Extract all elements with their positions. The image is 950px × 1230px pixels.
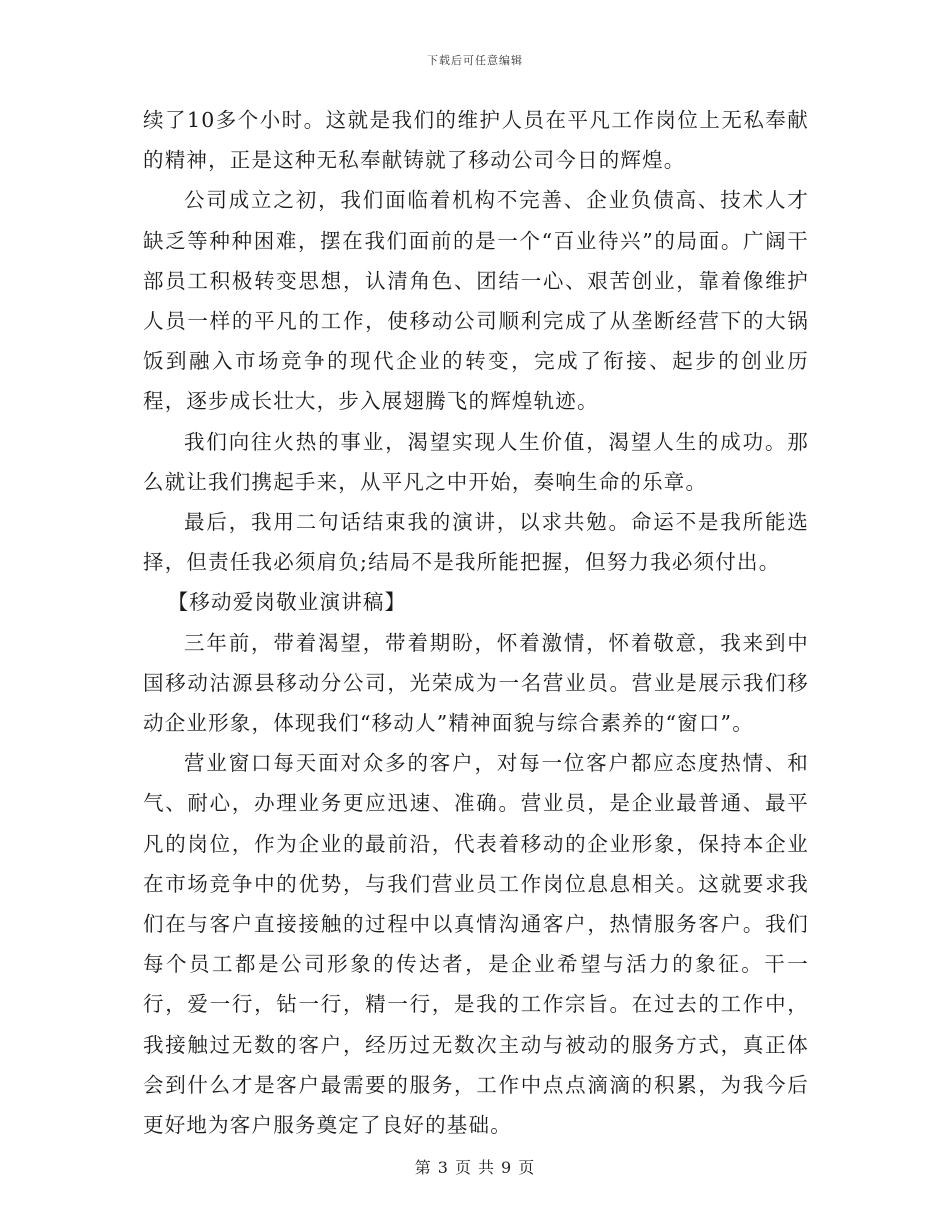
footer-page-word: 页 xyxy=(454,1158,472,1177)
footer-prefix: 第 xyxy=(414,1158,432,1177)
paragraph: 最后，我用二句话结束我的演讲，以求共勉。命运不是我所能选择，但责任我必须肩负;结局不是我所能把握，但努力我必须付出。 xyxy=(143,510,809,575)
document-body xyxy=(143,100,809,1145)
total-page-number: 9 xyxy=(501,1158,513,1177)
paragraph: 公司成立之初，我们面临着机构不完善、企业负债高、技术人才缺乏等种种困难，摆在我们面前的是一个“百业待兴”的局面。广阔干部员工积极转变思想，认清角色、团结一心、艰苦创业，靠着像维护人员一样的平凡的工作，使移动公司顺利完成了从垄断经营下的大锅饭到融入市场竞争的现代企业的转变，完成了衔接、起步的创业历程，逐步成长壮大，步入展翅腾飞的辉煌轨迹。 xyxy=(143,188,809,414)
footer-total-word: 共 xyxy=(478,1158,496,1177)
paragraph: 我们向往火热的事业，渴望实现人生价值，渴望人生的成功。那么就让我们携起手来，从平凡之中开始，奏响生命的乐章。 xyxy=(143,429,809,494)
page-number-footer xyxy=(0,1155,950,1178)
current-page-number: 3 xyxy=(437,1158,449,1177)
page-header-note: 下载后可任意编辑 xyxy=(427,54,523,67)
section-heading: 【移动爱岗敬业演讲稿】 xyxy=(167,590,407,615)
paragraph-continuation: 续了10多个小时。这就是我们的维护人员在平凡工作岗位上无私奉献的精神，正是这种无私奉献铸就了移动公司今日的辉煌。 xyxy=(143,108,809,173)
footer-suffix: 页 xyxy=(518,1158,536,1177)
paragraph: 三年前，带着渴望，带着期盼，怀着激情，怀着敬意，我来到中国移动沽源县移动分公司，光荣成为一名营业员。营业是展示我们移动企业形象，体现我们“移动人”精神面貌与综合素养的“窗口”。 xyxy=(143,630,809,736)
paragraph: 营业窗口每天面对众多的客户，对每一位客户都应态度热情、和气、耐心，办理业务更应迅速、准确。营业员，是企业最普通、最平凡的岗位，作为企业的最前沿，代表着移动的企业形象，保持本企业在市场竞争中的优势，与我们营业员工作岗位息息相关。这就要求我们在与客户直接接触的过程中以真情沟通客户，热情服务客户。我们每个员工都是公司形象的传达者，是企业希望与活力的象征。干一行，爱一行，钻一行，精一行，是我的工作宗旨。在过去的工作中，我接触过无数的客户，经历过无数次主动与被动的服务方式，真正体会到什么才是客户最需要的服务，工作中点点滴滴的积累，为我今后更好地为客户服务奠定了良好的基础。 xyxy=(143,751,809,1138)
